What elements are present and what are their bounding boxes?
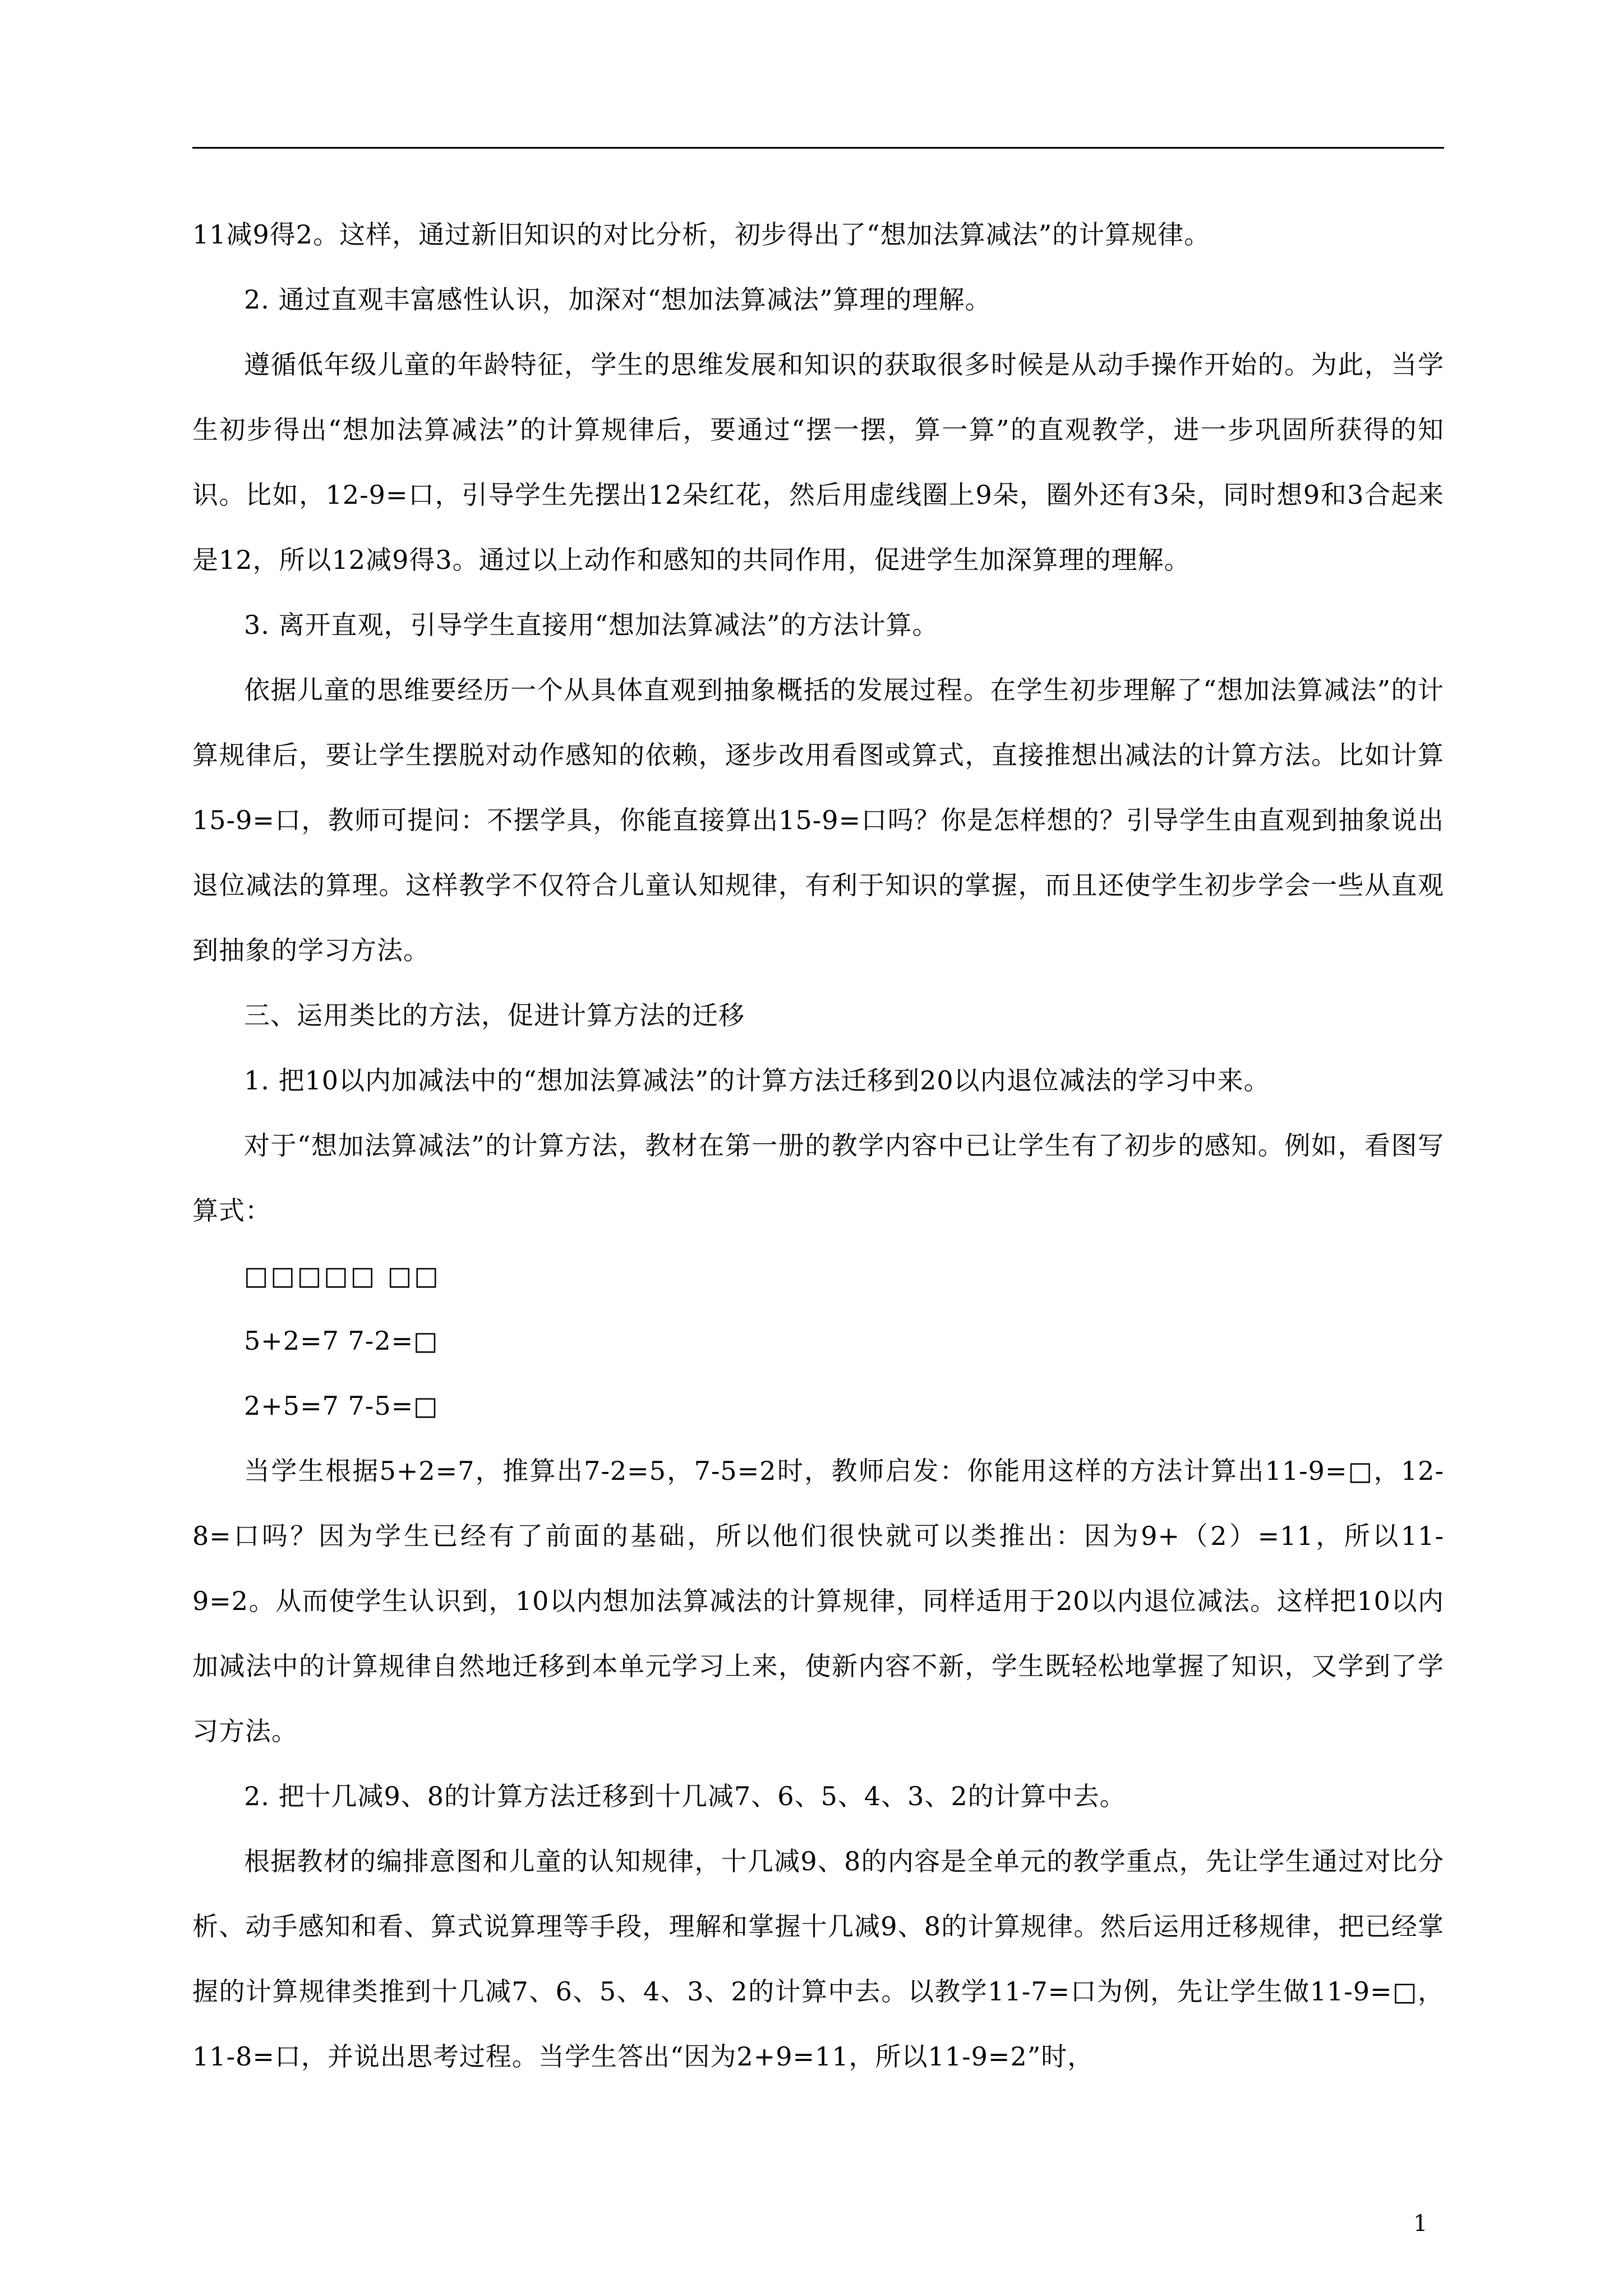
paragraph-1: 11减9得2。这样，通过新旧知识的对比分析，初步得出了“想加法算减法”的计算规律。 (192, 219, 1211, 250)
paragraph-12: 当学生根据5+2=7，推算出7-2=5，7-5=2时，教师启发：你能用这样的方法计算出11-9=□，12-8=口吗？因为学生已经有了前面的基础，所以他们很快就可以类推出：因为9+（2）=11，所以11-9=2。从而使学生认识到，10以内想加法算减法的计算规律，同样适用于20以内退位减法。这样把10以内加减法中的计算规律自然地迁移到本单元学习上来，使新内容不新，学生既轻松地掌握了知识，又学到了学习方法。 (192, 1456, 1444, 1746)
page-number: 1 (1413, 2211, 1428, 2237)
equation-line-1: 5+2=7 7-2=□ (244, 1326, 439, 1356)
paragraph-7: 1. 把10以内加减法中的“想加法算减法”的计算方法迁移到20以内退位减法的学习中来。 (244, 1065, 1270, 1096)
paragraph-4: 3. 离开直观，引导学生直接用“想加法算减法”的方法计算。 (244, 610, 939, 640)
section-heading: 三、运用类比的方法，促进计算方法的迁移 (244, 1000, 745, 1030)
equation-line-2: 2+5=7 7-5=□ (244, 1391, 439, 1421)
paragraph-5: 依据儿童的思维要经历一个从具体直观到抽象概括的发展过程。在学生初步理解了“想加法算减法”的计算规律后，要让学生摆脱对动作感知的依赖，逐步改用看图或算式，直接推想出减法的计算方法。比如计算15-9=口，教师可提问：不摆学具，你能直接算出15-9=口吗？你是怎样想的？引导学生由直观到抽象说出退位减法的算理。这样教学不仅符合儿童认知规律，有利于知识的掌握，而且还使学生初步学会一些从直观到抽象的学习方法。 (192, 675, 1444, 965)
box-row: □□□□□ □□ (244, 1260, 441, 1291)
paragraph-13: 2. 把十几减9、8的计算方法迁移到十几减7、6、5、4、3、2的计算中去。 (244, 1781, 1126, 1811)
paragraph-3: 遵循低年级儿童的年龄特征，学生的思维发展和知识的获取很多时候是从动手操作开始的。为此，当学生初步得出“想加法算减法”的计算规律后，要通过“摆一摆，算一算”的直观教学，进一步巩固所获得的知识。比如，12-9=口，引导学生先摆出12朵红花，然后用虚线圈上9朵，圈外还有3朵，同时想9和3合起来是12，所以12减9得3。通过以上动作和感知的共同作用，促进学生加深算理的理解。 (192, 349, 1444, 575)
paragraph-14: 根据教材的编排意图和儿童的认知规律，十几减9、8的内容是全单元的教学重点，先让学生通过对比分析、动手感知和看、算式说算理等手段，理解和掌握十几减9、8的计算规律。然后运用迁移规律，把已经掌握的计算规律类推到十几减7、6、5、4、3、2的计算中去。以教学11-7=口为例，先让学生做11-9=□，11-8=口，并说出思考过程。当学生答出“因为2+9=11，所以11-9=2”时， (192, 1846, 1444, 2072)
paragraph-8: 对于“想加法算减法”的计算方法，教材在第一册的教学内容中已让学生有了初步的感知。例如，看图写算式： (192, 1130, 1444, 1226)
header-rule (192, 147, 1444, 149)
paragraph-2: 2. 通过直观丰富感性认识，加深对“想加法算减法”算理的理解。 (244, 284, 992, 315)
document-body (192, 202, 1444, 2089)
